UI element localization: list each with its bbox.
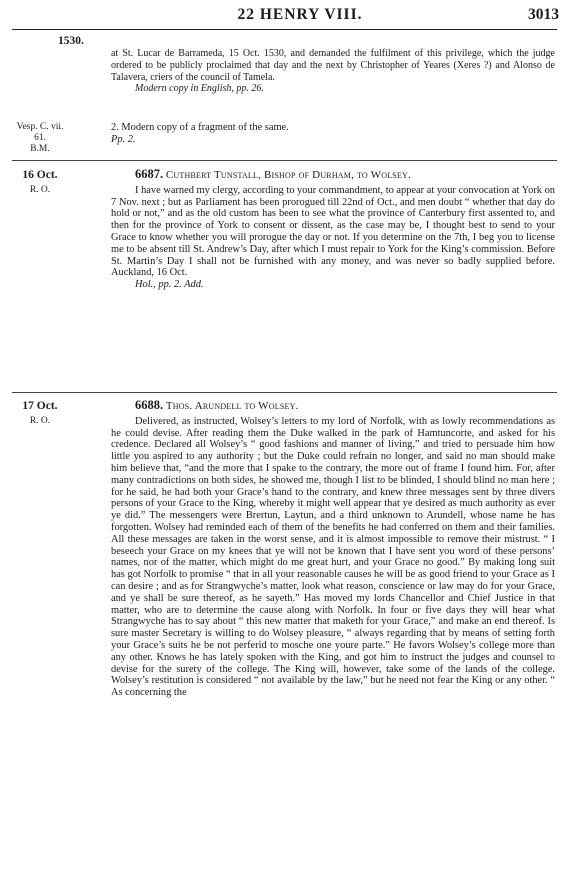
entry-6687-number: 6687. [135,167,164,181]
item2-reference [10,122,70,155]
entry-6688-title: Thos. Arundell to Wolsey. [165,400,299,412]
continuation-note: Modern copy in English, pp. 26. [135,83,264,95]
entry-6688-body: Delivered, as instructed, Wolsey’s letters to my lord of Norfolk, with as lowly recommendations as he could devise. After reading them the Duke walked in the park of Hamtuncorte, and asked for his credence. Declared all Wolsey’s “ good fashions and manner of living,” and tried to persuade him how little you aspired to any authority ; but the Duke could refrain no longer, and said no man should make him believe that, “and the more that I spake to the contrary, the more out of frame I found him. For, after many contradictions on both sides, he showed me, though I list to be blinded, I should blind no man here ; for he said, he had both your Grace’s hand to the contrary, and knew three messages sent by three divers persons of your Grace to the King, whereby it might well appear that ye desired as much authority as ever ye did.” The messengers were Brertun, Laytun, and a third unknown to Arundell, whose name he has forgotten. Wolsey had reminded each of them of the benefits he had conferred on them and their families. All these messages are taken in the worst sense, and it is almost impossible to remove their mistrust. “ I beseech your Grace on my knees that ye will not be known that I have sent you word of these persons’ names, nor of the matter, which might do me great hurt, and your Grace no good.” By making long suit has got Norfolk to promise “ that in all your reasonable causes he will be as good friend to your Grace as I can desire ; and as for Strangwyche’s matter, look what reason, conscience or law may do for your Grace, and ye shall be sure thereof, as he sayeth.” Has moved my lords Chancellor and Chief Justice in that matter, who are to determine the cause along with Norfolk. In four or five days they will hear what Strangwyche has to say about “ this new matter that maketh for your Grace,” and make an end thereof. Is sure master Secretary is willing to do Wolsey pleasure, “ always regarding that by means of setting forth your Grace’s suits he be not perferid to mosche one youre parte.” He favors Wolsey’s college more than any other. Knows he has lately spoken with the King, and got him to instruct the judges and counsel to devise for the surety of the college. The King will, however, take some of the lands of the college. Wolsey’s restitution is considered “ not available by the law,” but he need not fear the King or any other. “ As concerning the [111,415,555,699]
entry-6688-ref: R. O. [29,416,51,426]
entry-6688-heading [111,400,555,413]
continuation-block [111,48,555,95]
section-divider [12,392,557,393]
entry-6687-title: Cuthbert Tunstall, Bishop of Durham, to Wolsey. [165,169,411,181]
item2-ref-line: B.M. [30,144,50,154]
header-rule [12,29,557,30]
section-divider [12,160,557,161]
entry-6687-footer: Hol., pp. 2. Add. [135,279,204,291]
entry-6687 [111,169,555,291]
item2-text: 2. Modern copy of a fragment of the same. [111,122,289,133]
continuation-text: at St. Lucar de Barrameda, 15 Oct. 1530, and demanded the fulfilment of this privilege, which the judge ordered to be publicly proclaimed that day and the next by Christopher of Yeares (Xeres ?) and Alonso de Talavera, criers of the council of Tamela. [111,48,555,83]
entry-6688 [111,400,555,699]
entry-6687-body: I have warned my clergy, according to your commandment, to appear at your convocation at York on 7 Nov. next ; but as Parliament has been prorogued till 22nd of Oct., and men doubt “ whether that day do hold or not,” and as the old custom has been to see what the province of Canterbury first assented to, and then for the province of York to consent or dissent, as the case may be, I thought best to send to your Grace to know whether you will prorogue the day or not. If you determine on the 7th, I beg you to license me to be absent till St. Andrew’s Day, after which I must repair to York for the King’s commission. Before St. Martin’s Day I shall not be furnished with any money, and was never so badly supplied before. Auckland, 16 Oct. [111,184,555,279]
entry-6687-heading [111,169,555,182]
entry-6688-number: 6688. [135,398,164,412]
entry-6687-date: 16 Oct. [22,169,58,181]
running-head: 22 HENRY VIII. [237,6,363,23]
entry-6687-ref: R. O. [29,185,51,195]
item2-ref-line: Vesp. C. vii. [16,122,64,132]
item2-pages: Pp. 2. [111,133,136,145]
item2-block [111,122,555,146]
page-number: 3013 [528,6,559,23]
item2-ref-line: 61. [34,133,46,143]
year-marginal: 1530. [58,35,84,47]
entry-6688-date: 17 Oct. [22,400,58,412]
